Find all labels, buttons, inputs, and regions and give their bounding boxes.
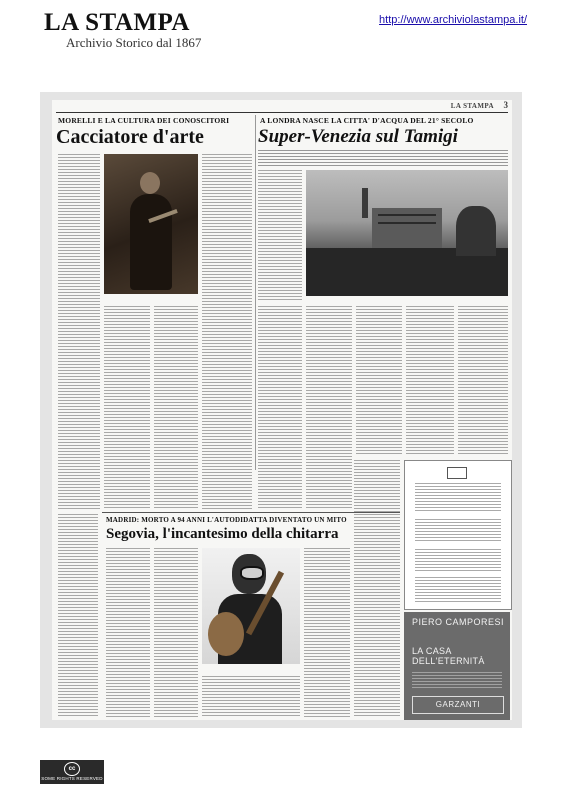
londra-text-column [354,460,400,718]
newspaper-page [52,100,512,720]
segovia-text-column [106,548,150,718]
londra-text-column [406,306,454,456]
londra-text-column [306,306,352,510]
notice-text [415,549,501,571]
advertisement-notice [404,460,512,610]
londra-text-column [258,170,302,300]
notice-text [415,483,501,513]
segovia-text-column [304,548,350,718]
notice-logo-icon [447,467,467,479]
morelli-headline: Cacciatore d'arte [56,126,204,148]
londra-text-column [258,306,302,510]
notice-text [415,519,501,543]
ad-body-text [412,672,502,690]
license-text: SOME RIGHTS RESERVED [41,776,103,781]
archive-title: LA STAMPA [44,9,190,36]
morelli-text-column [104,306,150,510]
garzanti-advertisement [404,612,510,720]
segovia-text-column [202,676,300,718]
segovia-headline: Segovia, l'incantesimo della chitarra [106,526,339,542]
license-badge[interactable] [40,760,104,784]
morelli-text-column [202,154,252,510]
segovia-kicker: MADRID: MORTO A 94 ANNI L'AUTODIDATTA DIVENTATO UN MITO [106,516,347,524]
archive-subtitle: Archivio Storico dal 1867 [66,35,202,50]
londra-deck-text [258,150,508,166]
segovia-text-column [154,548,198,718]
page-number: 3 [503,100,508,110]
ad-book-title [412,646,485,666]
column-divider [255,115,256,470]
segovia-guitar-photo [202,548,300,664]
londra-photo-caption [306,298,508,304]
page-header-paper-name: LA STAMPA [450,102,494,110]
morelli-kicker: MORELLI E LA CULTURA DEI CONOSCITORI [58,116,230,125]
ad-book-title-line2: DELL'ETERNITÀ [412,656,485,666]
morelli-text-column [58,514,98,718]
ad-publisher: GARZANTI [412,696,504,714]
morelli-photo-caption [104,296,198,302]
ad-book-title-line1: LA CASA [412,646,452,656]
ad-author: PIERO CAMPORESI [412,617,505,627]
notice-text [415,577,501,603]
morelli-painting-photo [104,154,198,294]
londra-text-column [458,306,508,456]
archive-logo [44,10,201,50]
page-header [52,100,512,112]
cc-icon: cc [64,762,80,776]
morelli-text-column [154,306,198,510]
segovia-photo-caption [202,666,300,672]
londra-kicker: A LONDRA NASCE LA CITTA' D'ACQUA DEL 21° SECOLO [260,116,474,125]
londra-docklands-photo [306,170,508,296]
archive-link[interactable]: http://www.archiviolastampa.it/ [379,14,527,26]
header-rule [56,112,508,113]
morelli-text-column [58,154,100,510]
londra-text-column [356,306,402,456]
londra-headline: Super-Venezia sul Tamigi [258,126,458,147]
scanned-page-frame [40,92,522,728]
